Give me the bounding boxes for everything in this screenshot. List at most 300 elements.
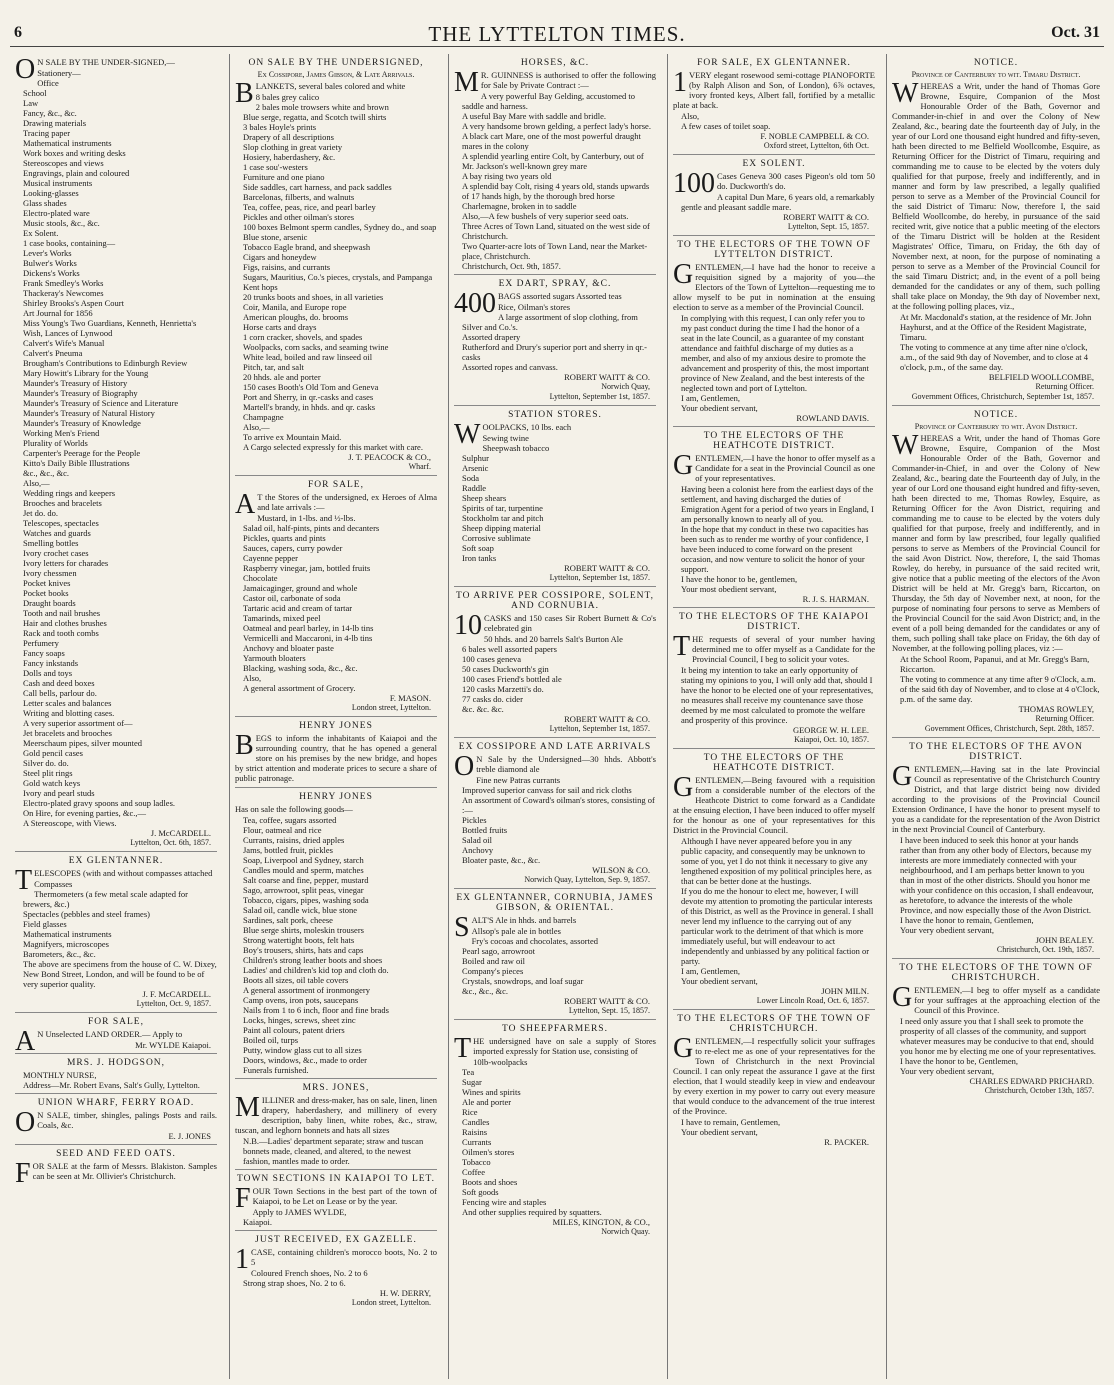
ad-signature-line: London street, Lyttelton.: [351, 703, 431, 712]
ad-line: Boots and shoes: [462, 1177, 518, 1187]
advertisement: [673, 236, 875, 427]
drop-capital: M: [454, 67, 479, 98]
ad-line: Ivory crochet cases: [23, 548, 89, 558]
ad-line: Draught boards: [23, 598, 76, 608]
ad-heading: HENRY JONES: [299, 721, 373, 731]
ad-line: A splendid yearling entire Colt, by Canterbury, out of Mr. Jackson's well-known grey mare: [462, 151, 644, 171]
ad-heading: MRS. JONES,: [302, 1083, 370, 1093]
ad-line: Tea, coffee, peas, rice, and pearl barley: [243, 202, 376, 212]
ad-line: Fry's cocoas and chocolates, assorted: [471, 936, 598, 946]
ad-line: Smelling bottles: [23, 538, 79, 548]
ad-line: Also,—A few bushels of very superior seed oats.: [462, 211, 629, 221]
ad-signature-line: H. W. DERRY,: [379, 1288, 431, 1298]
ad-line: 77 casks do. cider: [462, 694, 523, 704]
ad-line: The voting to commence at any time after 9 o'Clock, a.m. of the said 6th day of November, and to close at 4 o'Clock, p.m. of the same day.: [900, 674, 1100, 704]
advertisement: [673, 155, 875, 236]
ad-heading: TO THE ELECTORS OF THE TOWN OF CHRISTCHURCH.: [899, 963, 1093, 983]
ad-lead-paragraph: [673, 1033, 875, 1116]
columns: [10, 54, 1104, 1379]
ad-line: Jet bracelets and brooches: [23, 728, 112, 738]
advertisement: [454, 738, 656, 889]
ad-line: Chocolate: [243, 573, 278, 583]
ad-line: Soap, Liverpool and Sydney, starch: [243, 855, 364, 865]
ad-line: Maunder's Treasury of History: [23, 378, 128, 388]
ad-lead-text: Has on sale the following goods—: [235, 804, 353, 814]
advertisement: [15, 54, 217, 852]
ad-signature-line: J. McCARDELL.: [150, 828, 211, 838]
ad-signature-line: CHARLES EDWARD PRICHARD.: [969, 1076, 1094, 1086]
ad-line: A large assortment of slop clothing, from Silver and Co.'s.: [462, 312, 638, 332]
ad-line: Pickles: [462, 815, 487, 825]
ad-line: Nails from 1 to 6 inch, floor and fine brads: [243, 1005, 389, 1015]
ad-lead-paragraph: [673, 631, 875, 664]
ad-line: Your obedient servant,: [681, 1127, 758, 1137]
ad-line: Christchurch, Oct. 9th, 1857.: [462, 261, 561, 271]
ad-line: Raspberry vinegar, jam, bottled fruits: [243, 563, 371, 573]
ad-line: Fancy soaps: [23, 648, 65, 658]
ad-line: I am, Gentlemen,: [681, 393, 741, 403]
ad-line: Doors, windows, &c., made to order: [243, 1055, 367, 1065]
ad-lead-paragraph: [892, 78, 1100, 311]
ad-line: A useful Bay Mare with saddle and bridle.: [462, 111, 606, 121]
ad-signature-line: Lower Lincoln Road, Oct. 6, 1857.: [756, 996, 869, 1005]
ad-line: Boy's trousers, shirts, hats and caps: [243, 945, 364, 955]
ad-line: White lead, boiled and raw linseed oil: [243, 352, 373, 362]
ad-heading: EX COSSIPORE AND LATE ARRIVALS: [458, 742, 652, 752]
ad-lead-paragraph: [235, 1092, 437, 1135]
ad-line: Your obedient servant,: [681, 976, 758, 986]
ad-lead-text: Cases Geneva 300 cases Pigeon's old tom 50 do. Duckworth's do.: [717, 171, 875, 191]
ad-line: A splendid bay Colt, rising 4 years old, stands upwards of 17 hands high, by the thorough bred horse Charlemagne, broken in to saddle: [462, 181, 650, 211]
advertisement: [235, 1170, 437, 1231]
ad-line: Side saddles, cart harness, and pack saddles: [243, 182, 392, 192]
ad-line: Calvert's Wife's Manual: [23, 338, 105, 348]
ad-line: Port and Sherry, in qr.-casks and cases: [243, 392, 374, 402]
ad-line: Soft soap: [462, 543, 494, 553]
drop-capital: 1: [673, 67, 687, 98]
ad-line: Sheepwash tobacco: [482, 443, 550, 453]
ad-line: Flour, oatmeal and rice: [243, 825, 322, 835]
ad-line: Your very obedient servant,: [900, 1066, 995, 1076]
ad-lead-paragraph: [892, 761, 1100, 834]
ad-lead-paragraph: [673, 772, 875, 835]
ad-heading: STATION STORES.: [508, 410, 602, 420]
ad-signature-line: Norwich Quay,: [601, 382, 650, 391]
ad-line: Funerals furnished.: [243, 1065, 309, 1075]
ad-line: Engravings, plain and coloured: [23, 168, 130, 178]
ad-line: Brougham's Contributions to Edinburgh Review: [23, 358, 188, 368]
ad-line: Mustard, in 1-lbs. and ½-lbs.: [257, 513, 356, 523]
ad-line: Dickens's Works: [23, 268, 80, 278]
advertisement: [15, 1013, 217, 1057]
ad-line: Salt coarse and fine, pepper, mustard: [243, 875, 369, 885]
advertisement: [892, 406, 1100, 738]
ad-line: Stationery—: [37, 68, 81, 78]
ad-line: Tobacco, cigars, pipes, washing soda: [243, 895, 369, 905]
ad-line: Rice: [462, 1107, 478, 1117]
ad-line: N.B.—Ladies' department separate; straw and tuscan bonnets made, cleaned, and altered, to the newest fashion, mantles made to order.: [243, 1136, 424, 1166]
ad-line: A black cart Mare, one of the most powerful draught mares in the colony: [462, 131, 641, 151]
ad-line: Barcelonas, filberts, and walnuts: [243, 192, 355, 202]
ad-lead-text: OUR Town Sections in the best part of the town of Kaiapoi, to be Let on Lease or by the year.: [252, 1186, 437, 1206]
ad-line: Children's strong leather boots and shoes: [243, 955, 383, 965]
column-3: [448, 54, 661, 1379]
ad-lead-text: ELESCOPES (with and without compasses attached: [34, 868, 213, 878]
ad-line: Raddle: [462, 483, 487, 493]
ad-line: Letter scales and balances: [23, 698, 112, 708]
ad-line: Soft goods: [462, 1187, 499, 1197]
drop-capital: W: [892, 78, 919, 109]
ad-line: Tea, coffee, sugars assorted: [243, 815, 337, 825]
ad-line: Tooth and nail brushes: [23, 608, 101, 618]
ad-line: Sewing twine: [482, 433, 529, 443]
drop-capital: T: [673, 631, 691, 662]
ad-line: Crystals, snowdrops, and loaf sugar: [462, 976, 584, 986]
ad-line: Maunder's Treasury of Science and Literature: [23, 398, 179, 408]
ad-lead-paragraph: [673, 259, 875, 312]
ad-signature-line: R. PACKER.: [824, 1137, 869, 1147]
drop-capital: O: [15, 54, 36, 85]
ad-line: 120 casks Marzetti's do.: [462, 684, 544, 694]
ad-line: Sago, arrowroot, split peas, vinegar: [243, 885, 364, 895]
ad-line: Iron tanks: [462, 553, 497, 563]
ad-line: Lever's Works: [23, 248, 72, 258]
ad-line: Drawing materials: [23, 118, 87, 128]
drop-capital: F: [235, 1183, 251, 1214]
ad-line: Gold watch keys: [23, 778, 81, 788]
ad-line: 1 case books, containing—: [23, 238, 116, 248]
drop-capital: F: [15, 1158, 31, 1189]
ad-lead-paragraph: [673, 450, 875, 483]
ad-line: 3 bales Hoyle's prints: [243, 122, 317, 132]
ad-signature-line: Lyttelton, September 1st, 1857.: [549, 573, 650, 582]
ad-line: Allsop's pale ale in bottles: [471, 926, 561, 936]
ad-lead-text: ALT'S Ale in hhds. and barrels: [471, 915, 577, 925]
ad-line: Apply to JAMES WYLDE,: [252, 1207, 347, 1217]
ad-signature-line: Lyttelton, Sept. 15, 1857.: [568, 1006, 650, 1015]
ad-line: Field glasses: [23, 919, 67, 929]
ad-signature-line: Lyttelton, September 1st, 1857.: [549, 392, 650, 401]
ad-line: Watches and guards: [23, 528, 91, 538]
ad-lead-text: N Sale by the Undersigned—30 hhds. Abbott's treble diamond ale: [476, 754, 656, 774]
ad-line: Thackeray's Newcomes: [23, 288, 104, 298]
ad-line: Pearl sago, arrowroot: [462, 946, 535, 956]
ad-line: Ivory chessmen: [23, 568, 77, 578]
ad-line: Hosiery, haberdashery, &c.: [243, 152, 336, 162]
ad-signature-line: MILES, KINGTON, & CO.,: [552, 1217, 650, 1227]
advertisement: [454, 1020, 656, 1240]
ad-line: Steel plit rings: [23, 768, 73, 778]
ad-line: Strong watertight boots, felt hats: [243, 935, 355, 945]
ad-line: Maunder's Treasury of Biography: [23, 388, 138, 398]
ad-line: Blacking, washing soda, &c., &c.: [243, 663, 358, 673]
ad-line: Salad oil: [462, 835, 492, 845]
ad-line: Kitto's Daily Bible Illustrations: [23, 458, 130, 468]
ad-signature-line: Kaiapoi, Oct. 10, 1857.: [794, 735, 869, 744]
ad-lead-text: N Unselected LAND ORDER.— Apply to: [37, 1029, 183, 1039]
ad-line: Anchovy and bloater paste: [243, 643, 334, 653]
drop-capital: G: [673, 450, 694, 481]
ad-line: On Hire, for evening parties, &c.,—: [23, 808, 146, 818]
drop-capital: G: [892, 982, 913, 1013]
ad-line: I need only assure you that I shall seek to promote the prosperity of all classes of the community, and support whatever measures may be conducive to that end, should you honor me by electing me one of your representatives.: [900, 1016, 1096, 1056]
ad-heading: HORSES, &C.: [520, 58, 590, 68]
ad-line: Fencing wire and staples: [462, 1197, 547, 1207]
advertisement: [235, 476, 437, 717]
ad-lead-text: R. GUINNESS is authorised to offer the following for Sale by Private Contract :—: [480, 70, 656, 90]
ad-line: Law: [23, 98, 39, 108]
ad-line: Bulwer's Works: [23, 258, 77, 268]
ad-lead-text: ILLINER and dress-maker, has on sale, linen, linen drapery, haberdashery, and millinery of every description, baby linen, white robes, &c., straw, tuscan, and leghorn bonnets and hats all sizes: [235, 1095, 437, 1135]
ad-line: Castor oil, carbonate of soda: [243, 593, 341, 603]
ad-line: A capital Dun Mare, 6 years old, a remarkably gentle and pleasant saddle mare.: [681, 192, 875, 212]
ad-heading: FOR SALE,: [88, 1017, 144, 1027]
advertisement: [673, 427, 875, 608]
ad-heading: NOTICE.: [973, 410, 1019, 420]
issue-date: Oct. 31: [1051, 24, 1100, 41]
ad-line: It being my intention to take an early opportunity of stating my opinions to you, I will only add that, should I have the honor to be elected one of your representatives, no measures shall receive my countenance save those deemed by me most calculated to promote the welfare and prosperity of this province.: [681, 665, 874, 725]
ad-line: Pickles, quarts and pints: [243, 533, 326, 543]
ad-line: Also,—: [243, 422, 270, 432]
ad-line: Carpenter's Peerage for the People: [23, 448, 141, 458]
ad-line: Hair and clothes brushes: [23, 618, 107, 628]
advertisement: [235, 788, 437, 1079]
ad-lead-paragraph: [15, 865, 217, 896]
ad-line: A very handsome brown gelding, a perfect lady's horse.: [462, 121, 651, 131]
ad-heading: TO THE ELECTORS OF THE HEATHCOTE DISTRICT.: [703, 753, 845, 773]
drop-capital: S: [454, 912, 470, 943]
ad-line: Magnifyers, microscopes: [23, 939, 109, 949]
advertisement: [235, 54, 437, 476]
ad-line: Maunder's Treasury of Natural History: [23, 408, 155, 418]
advertisement: [892, 54, 1100, 406]
advertisement: [15, 1054, 217, 1094]
ad-signature-line: F. MASON.: [389, 693, 431, 703]
ad-line: Meerschaum pipes, silver mounted: [23, 738, 142, 748]
ad-line: Assorted ropes and canvass.: [462, 362, 558, 372]
advertisement: [235, 1231, 437, 1311]
ad-line: 2 bales mole trowsers white and brown: [255, 102, 389, 112]
ad-line: 50 cases Duckworth's gin: [462, 664, 549, 674]
ad-line: I have the honor to be, Gentlemen,: [900, 1056, 1019, 1066]
ad-line: Stockholm tar and pitch: [462, 513, 544, 523]
ad-line: Musical instruments: [23, 178, 93, 188]
advertisement: [15, 1145, 217, 1189]
ad-line: Maunder's Treasury of Knowledge: [23, 418, 141, 428]
ad-signature-line: Returning Officer.: [1035, 714, 1094, 723]
ad-line: Also,—: [23, 478, 50, 488]
advertisement: [15, 852, 217, 1013]
ad-signature-line: THOMAS ROWLEY,: [1018, 704, 1094, 714]
ad-heading: TO THE ELECTORS OF THE AVON DISTRICT.: [909, 742, 1083, 762]
ad-line: 100 cases Friend's bottled ale: [462, 674, 562, 684]
ad-line: Boiled and raw oil: [462, 956, 526, 966]
ad-lead-text: CASE, containing children's morocco boots, No. 2 to 5: [251, 1247, 437, 1267]
ad-line: 6 bales well assorted papers: [462, 644, 557, 654]
ad-lead-text: HE requests of several of your number having determined me to offer myself as a Candidate for the Provincial Council, I beg to solicit your votes.: [692, 634, 875, 664]
ad-line: Currants: [462, 1137, 492, 1147]
ad-line: Tartaric acid and cream of tartar: [243, 603, 353, 613]
ad-lead-paragraph: [454, 67, 656, 98]
ad-lead-text: HEREAS a Writ, under the hand of Thomas Gore Browne, Esquire, Companion of the Most Honourable Order of the Bath, Governor and Commander-in-Chief, in and over the Colony of New Zealand, &c., bearing date the Fourteenth day of July, in the year of our Lord one thousand eight hundred and fifty-seven, hath been directed to me, Thomas Rowley, Esquire, as Returning Officer for the Avon District, requiring and commanding me to cause to be elected by the voters duly qualified for that purpose, freely and indifferently, and in manner and form by law prescribed, four legally qualified persons to serve as Members of the Provincial Council for the said Avon District. Now, therefore, I, the said Thomas Rowley, do hereby, in pursuance of the said recited writ, give notice that a public meeting of the electors of the Avon District will be held at Mr. Gregg's barn, Riccarton, on Thursday, the 5th day of November next, at noon, for the purpose of nominating four persons to serve as Members of the Provincial Council for the said Avon District; and, in the event of a poll being demanded for the candidates or any of them, such polling shall take place on Friday, the 6th day of November, at the following polling places, viz :—: [892, 433, 1100, 653]
ad-line: Horse carts and drays: [243, 322, 317, 332]
ad-line: Plurality of Worlds: [23, 438, 88, 448]
advertisement: [235, 717, 437, 788]
ad-subheading: Ex Cossipore, James Gibson, & Late Arrivals.: [257, 70, 415, 79]
ad-line: Music stools, &c., &c.: [23, 218, 100, 228]
drop-capital: G: [673, 772, 694, 803]
ad-heading: FOR SALE,: [308, 480, 364, 490]
ad-lead-paragraph: [673, 67, 875, 110]
ad-heading: TO ARRIVE PER COSSIPORE, SOLENT, AND CORNUBIA.: [456, 591, 654, 611]
ad-line: Assorted drapery: [462, 332, 521, 342]
ad-line: Ale and porter: [462, 1097, 512, 1107]
ad-line: Cayenne pepper: [243, 553, 298, 563]
drop-capital: T: [15, 865, 33, 896]
ad-lead-paragraph: [892, 430, 1100, 653]
ad-line: Wedding rings and keepers: [23, 488, 116, 498]
ad-line: Jamaicaginger, ground and whole: [243, 583, 358, 593]
ad-lead-text: EGS to inform the inhabitants of Kaiapoi and the surrounding country, that he has opened a general store on his premises by the new bridge, and hopes by strict attention and moderate prices to secure a share of public patronage.: [235, 733, 437, 783]
ad-line: Sulphur: [462, 453, 489, 463]
ad-heading: TO THE ELECTORS OF THE TOWN OF LYTTELTON DISTRICT.: [677, 240, 871, 260]
ad-line: I have the honor to be, gentlemen,: [681, 574, 798, 584]
ad-line: Brooches and bracelets: [23, 498, 102, 508]
ad-line: Office: [37, 78, 59, 88]
drop-capital: 1: [235, 1244, 249, 1275]
ad-line: Sheep dipping material: [462, 523, 541, 533]
ad-line: Ivory letters for charades: [23, 558, 109, 568]
drop-capital: B: [235, 78, 254, 109]
ad-line: Working Men's Friend: [23, 428, 100, 438]
ad-heading: UNION WHARF, FERRY ROAD.: [37, 1098, 195, 1108]
ad-lead-text: LANKETS, several bales colored and white: [255, 81, 406, 91]
ad-line: Arsenic: [462, 463, 489, 473]
ad-signature-line: Lyttelton, September 1st, 1857.: [549, 724, 650, 733]
advertisement: [235, 1079, 437, 1170]
advertisement: [454, 889, 656, 1020]
ad-line: Two Quarter-acre lots of Town Land, near the Market-place, Christchurch.: [462, 241, 648, 261]
ad-line: Tracing paper: [23, 128, 71, 138]
ad-line: Figs, raisins, and currants: [243, 262, 331, 272]
ad-subheading: Province of Canterbury to wit. Timaru District.: [911, 70, 1081, 79]
drop-capital: 10: [454, 610, 482, 641]
ad-line: I have to remain, Gentlemen,: [681, 1117, 781, 1127]
ad-lead-text: BAGS assorted sugars Assorted teas: [498, 291, 622, 301]
drop-capital: 400: [454, 288, 496, 319]
ad-line: Martell's brandy, in hhds. and qr. casks: [243, 402, 375, 412]
ad-line: Camp ovens, iron pots, saucepans: [243, 995, 359, 1005]
ad-signature-line: Lyttelton, Oct. 6th, 1857.: [130, 838, 211, 847]
ad-signature-line: JOHN MILN.: [821, 986, 869, 996]
ad-signature-line: Returning Officer.: [1035, 382, 1094, 391]
ad-line: Address—Mr. Robert Evans, Salt's Gully, Lyttelton.: [23, 1080, 200, 1090]
ad-line: Your very obedient servant,: [900, 925, 995, 935]
ad-line: &c. &c. &c.: [462, 704, 504, 714]
ad-line: A Cargo selected expressly for this market with care.: [243, 442, 423, 452]
ad-line: Spectacles (pebbles and steel frames): [23, 909, 150, 919]
drop-capital: M: [235, 1092, 260, 1123]
ad-line: Work boxes and writing desks: [23, 148, 126, 158]
ad-line: Thermometers (a few metal scale adapted for brewers, &c.): [23, 889, 188, 909]
drop-capital: G: [673, 1033, 694, 1064]
masthead: [10, 22, 1104, 47]
ad-line: Fancy inkstands: [23, 658, 79, 668]
ad-line: Sugar: [462, 1077, 482, 1087]
ad-lead-paragraph: [235, 730, 437, 783]
drop-capital: W: [454, 419, 481, 450]
ad-line: Electro-plated ware: [23, 208, 90, 218]
ad-lead-text: OR SALE at the farm of Messrs. Blakiston. Samples can be seen at Mr. Ollivier's Christchurch.: [32, 1161, 217, 1181]
ad-line: 1 corn cracker, shovels, and spades: [243, 332, 363, 342]
drop-capital: B: [235, 730, 254, 761]
ad-line: To arrive ex Mountain Maid.: [243, 432, 342, 442]
ad-heading: ON SALE BY THE UNDERSIGNED,: [248, 58, 424, 68]
ad-line: Telescopes, spectacles: [23, 518, 99, 528]
ad-line: 20 hhds. ale and porter: [243, 372, 321, 382]
ad-line: Champagne: [243, 412, 284, 422]
ad-line: I have been induced to seek this honor at your hands rather than from any other body of Electors, because my interests are more immediately connected with your neighbourhood, and I am perhaps better known to you than in most of the other districts. Should you honor me with your confidence on this occasion, I shall endeavour, as heretofore, to advance the interests of the whole Province, and now especially those of the Avon District.: [900, 835, 1094, 915]
ad-line: Spirits of tar, turpentine: [462, 503, 543, 513]
column-5: [886, 54, 1105, 1379]
ad-signature-line: ROWLAND DAVIS.: [796, 413, 869, 423]
ad-line: A Stereoscope, with Views.: [23, 818, 117, 828]
ad-line: Your obedient servant,: [681, 403, 758, 413]
ad-signature-line: ROBERT WAITT & CO.: [783, 212, 869, 222]
drop-capital: W: [892, 430, 919, 461]
ad-line: Drapery of all descriptions: [243, 132, 334, 142]
ad-line: Three Acres of Town Land, situated on the west side of Christchurch.: [462, 221, 650, 241]
ad-signature-line: JOHN BEALEY.: [1035, 935, 1094, 945]
ad-lead-paragraph: [673, 168, 875, 199]
ad-line: The voting to commence at any time after nine o'clock, a.m., of the said 9th day of November, and to close at 4 o'clock, p.m., of the same day.: [900, 342, 1089, 372]
ad-line: Coffee: [462, 1167, 485, 1177]
ad-line: If you do me the honour to elect me, however, I will devote my attention to promoting the particular interests of this District, as well as the Province in general. I shall never lend my influence to the carrying out of any particular work to the detriment of that which is more immediately useful, but will endeavour to act independently and unbiassed by any political faction or party.: [681, 886, 874, 966]
ad-line: Strong strap shoes, No. 2 to 6.: [243, 1278, 346, 1288]
ad-line: Writing and blotting cases.: [23, 708, 115, 718]
drop-capital: G: [892, 761, 913, 792]
ad-line: Tobacco: [462, 1157, 491, 1167]
ad-line: Sauces, capers, curry powder: [243, 543, 343, 553]
ad-line: In the hope that my conduct in these two capacities has been such as to render me worthy of your confidence, I have been induced to come forward on the present occasion, and now venture to solicit the honor of your support.: [681, 524, 869, 574]
ad-signature-line: ROBERT WAITT & CO.: [564, 996, 650, 1006]
ad-heading: NOTICE.: [973, 58, 1019, 68]
ad-heading: FOR SALE, EX GLENTANNER.: [697, 58, 851, 68]
ad-signature-line: Wharf.: [408, 462, 431, 471]
advertisement: [454, 406, 656, 587]
ad-signature-line: J. F. McCARDELL.: [142, 989, 211, 999]
ad-lead-text: VERY elegant rosewood semi-cottage PIANOFORTE (by Ralph Alison and Son, of London), 6⅞ octaves, ivory fronted keys, Albert fall, fortified by a metallic plate at back.: [673, 70, 875, 110]
column-1: [10, 54, 222, 1379]
ad-line: At Mr. Macdonald's station, at the residence of Mr. John Hayhurst, and at the Office of the Resident Magistrate, Timaru.: [900, 312, 1092, 342]
ad-line: Gold pencil cases: [23, 748, 83, 758]
ad-line: In complying with this request, I can only refer you to my past conduct during the time I had the honor of a seat in the late Council, as a guarantee of my constant attendance and faithful discharge of my duties as a member, and also of my anxious desire to promote the advancement and prosperity of this, the most important province of New Zealand, and the best interests of the neglected town and port of Lyttelton.: [681, 313, 869, 393]
ad-heading: TO SHEEPFARMERS.: [502, 1024, 608, 1034]
ad-signature-line: R. J. S. HARMAN.: [802, 594, 869, 604]
ad-lead-text: ENTLEMEN,—I have had the honor to receive a requisition signed by a majority of you—the Electors of the Town of Lyttelton—requesting me to allow myself to be put in nomination at the ensuing election to serve as a member of the Provincial Council.: [673, 262, 875, 312]
ad-line: Jams, bottled fruit, pickles: [243, 845, 333, 855]
ad-line: Compasses: [34, 879, 73, 889]
ad-lead-text: OOLPACKS, 10 lbs. each: [482, 422, 572, 432]
advertisement: [892, 959, 1100, 1099]
drop-capital: G: [673, 259, 694, 290]
ad-line: Soda: [462, 473, 479, 483]
ad-signature-line: F. NOBLE CAMPBELL & CO.: [760, 131, 869, 141]
ad-line: A general assortment of Grocery.: [243, 683, 356, 693]
ad-line: Anchovy: [462, 845, 494, 855]
newspaper-title: THE LYTTELTON TIMES.: [428, 22, 686, 46]
ad-line: Rack and tooth combs: [23, 628, 99, 638]
